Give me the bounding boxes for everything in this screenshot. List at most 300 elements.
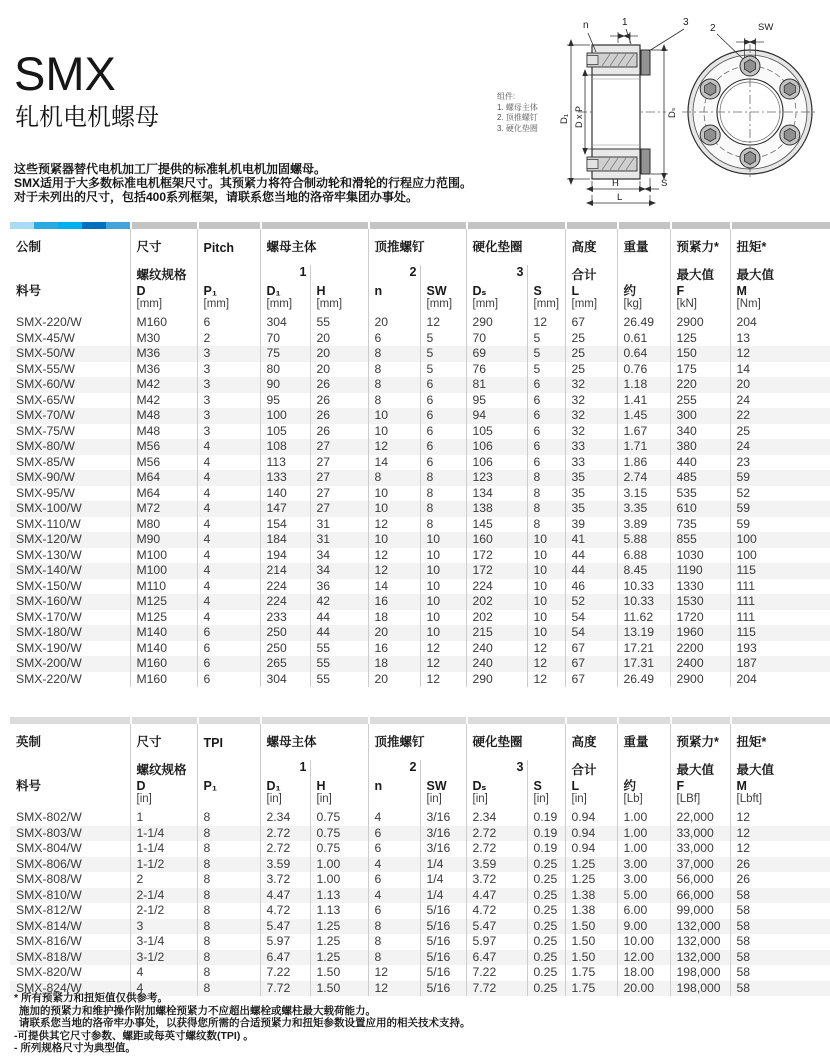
cell: 16 (368, 594, 420, 610)
group-header-cell: 螺母主体 (260, 229, 368, 265)
cell: 2900 (670, 672, 730, 688)
table-row (10, 888, 830, 904)
sub-header-cell: 最大值 (730, 265, 830, 284)
cell: SMX-45/W (16, 330, 75, 345)
cell: 132,000 (670, 950, 730, 966)
sub-header-cell: 3 (466, 760, 527, 779)
cell: 26.49 (617, 315, 670, 331)
cell: SMX-85/W (16, 454, 75, 469)
cell: 0.75 (310, 826, 368, 842)
cell: 95 (466, 393, 527, 409)
label-dxp: D x P (574, 105, 584, 128)
cell: 12 (730, 841, 830, 857)
cell: 17.21 (617, 641, 670, 657)
cell: 0.25 (527, 919, 565, 935)
group-header-cell: 高度 (565, 724, 617, 760)
cell: 0.64 (617, 346, 670, 362)
cell: 1190 (670, 563, 730, 579)
cell: 76 (466, 362, 527, 378)
cell: 12 (368, 439, 420, 455)
cell: 100 (730, 532, 830, 548)
column-header-cell: 约 [kg] (617, 284, 670, 315)
cell: 7.72 (466, 981, 527, 997)
cell: 1/4 (420, 872, 466, 888)
cell: 27 (310, 470, 368, 486)
cell: M110 (130, 579, 197, 595)
group-header-cell: 硬化垫圈 (466, 229, 565, 265)
cell: SMX-804/W (16, 841, 82, 855)
cell: 12 (368, 965, 420, 981)
cell: 3.35 (617, 501, 670, 517)
cell: 95 (260, 393, 310, 409)
cell: 8 (197, 888, 260, 904)
cell: 5.97 (466, 934, 527, 950)
cell: 33,000 (670, 841, 730, 857)
brand-bar-cell (10, 222, 130, 229)
group-header-row (10, 229, 830, 265)
cell: 6 (197, 656, 260, 672)
cell: 5/16 (420, 934, 466, 950)
cell: 1.00 (617, 810, 670, 826)
group-header-cell: TPI (197, 724, 260, 760)
cell: 26 (730, 872, 830, 888)
cell: 4.72 (260, 903, 310, 919)
cell: M80 (130, 517, 197, 533)
cell: 7.22 (260, 965, 310, 981)
cell: 58 (730, 965, 830, 981)
cell: 8 (368, 393, 420, 409)
cell: 33 (565, 439, 617, 455)
sub-header-cell: 螺纹规格 (130, 760, 197, 779)
cell: SMX-60/W (16, 377, 75, 391)
cell: 5/16 (420, 950, 466, 966)
table-row (10, 362, 830, 378)
cell: M160 (130, 672, 197, 688)
cell: 198,000 (670, 965, 730, 981)
technical-drawing (488, 12, 830, 214)
cell: 32 (565, 408, 617, 424)
cell: M100 (130, 563, 197, 579)
cell: 4.47 (260, 888, 310, 904)
cell: 8 (368, 346, 420, 362)
cell: 6.47 (260, 950, 310, 966)
cell: 304 (260, 315, 310, 331)
cell: 54 (565, 610, 617, 626)
cell: SMX-70/W (16, 408, 75, 422)
cell: 5.47 (260, 919, 310, 935)
cell: 8 (527, 486, 565, 502)
cell: 6 (527, 439, 565, 455)
group-header-cell: 扭矩* (730, 229, 830, 265)
cell: SMX-90/W (16, 470, 75, 484)
cell: 115 (730, 625, 830, 641)
cell: 81 (466, 377, 527, 393)
cell: 4 (197, 548, 260, 564)
cell: 80 (260, 362, 310, 378)
table-row (10, 315, 830, 331)
cell: 55 (310, 315, 368, 331)
cell: 94 (466, 408, 527, 424)
page-title: SMX (14, 47, 116, 100)
cell: 111 (730, 610, 830, 626)
cell: 23 (730, 455, 830, 471)
cell: 106 (466, 439, 527, 455)
cell: 1960 (670, 625, 730, 641)
column-header-cell: 料号 (16, 779, 42, 793)
sub-header-cell (10, 265, 130, 284)
cell: 1.00 (310, 872, 368, 888)
cell: 2200 (670, 641, 730, 657)
cell: 34 (310, 548, 368, 564)
cell: 202 (466, 610, 527, 626)
cell: 44 (565, 548, 617, 564)
cell: 5 (420, 362, 466, 378)
brand-bar-cell (130, 222, 197, 229)
cell: 6 (368, 331, 420, 347)
cell: 3/16 (420, 810, 466, 826)
group-header-cell: 高度 (565, 229, 617, 265)
cell: 59 (730, 517, 830, 533)
cell: 27 (310, 501, 368, 517)
cell: 6 (527, 393, 565, 409)
cell: 8 (197, 841, 260, 857)
cell: 111 (730, 579, 830, 595)
sub-header-cell: 螺纹规格 (130, 265, 197, 284)
cell: 44 (310, 610, 368, 626)
cell: M160 (130, 315, 197, 331)
group-header-cell: 尺寸 (130, 229, 197, 265)
cell: 150 (670, 346, 730, 362)
cell: 35 (565, 501, 617, 517)
cell: 8 (197, 857, 260, 873)
cell: 6 (368, 872, 420, 888)
cell: 10 (527, 532, 565, 548)
cell: 6 (527, 424, 565, 440)
cell: 12 (730, 826, 830, 842)
legend-item: 3. 硬化垫圈 (497, 123, 538, 133)
cell: 8 (368, 377, 420, 393)
cell: 7.22 (466, 965, 527, 981)
cell: 175 (670, 362, 730, 378)
sub-header-cell (197, 265, 260, 284)
cell: 27 (310, 486, 368, 502)
cell: 10 (420, 594, 466, 610)
cell: 1.25 (565, 857, 617, 873)
cell: 10 (527, 594, 565, 610)
cell: M140 (130, 625, 197, 641)
cell: 67 (565, 315, 617, 331)
cell: 12 (368, 517, 420, 533)
cell: 0.19 (527, 826, 565, 842)
cell: SMX-95/W (16, 485, 75, 500)
cell: 138 (466, 501, 527, 517)
brand-bar-cell (466, 222, 565, 229)
cell: 340 (670, 424, 730, 440)
table-row (10, 393, 830, 409)
cell: 32 (565, 393, 617, 409)
cell: 10 (527, 625, 565, 641)
cell: 5.00 (617, 888, 670, 904)
cell: 3.72 (466, 872, 527, 888)
cell: 27 (310, 439, 368, 455)
cell: 8 (420, 517, 466, 533)
column-header-cell: S [in] (527, 779, 565, 810)
cell: 13 (730, 331, 830, 347)
cell: 3 (130, 919, 197, 935)
label-d1: D₁ (559, 113, 570, 124)
cell: 37,000 (670, 857, 730, 873)
cell: 5/16 (420, 903, 466, 919)
cell: 10 (368, 532, 420, 548)
cell: 1330 (670, 579, 730, 595)
column-header-cell: SW [in] (420, 779, 466, 810)
cell: 4 (197, 579, 260, 595)
cell: 3/16 (420, 826, 466, 842)
cell: SMX-220/W (16, 315, 82, 329)
cell: 14 (730, 362, 830, 378)
cell: 10 (420, 625, 466, 641)
cell: 6 (527, 408, 565, 424)
cell: 1.50 (565, 934, 617, 950)
cell: 3.59 (466, 857, 527, 873)
cell: SMX-100/W (16, 501, 82, 515)
cell: 12 (527, 656, 565, 672)
cell: 1-1/4 (130, 841, 197, 857)
group-header-cell: 预紧力* (670, 724, 730, 760)
cell: 1.67 (617, 424, 670, 440)
cell: SMX-110/W (16, 516, 81, 531)
cell: 4 (368, 810, 420, 826)
sub-header-row (10, 265, 830, 284)
column-header-cell: L [mm] (565, 284, 617, 315)
cell: 2.72 (260, 841, 310, 857)
cell: 5 (527, 362, 565, 378)
cell: 3-1/2 (130, 950, 197, 966)
cell: 6.00 (617, 903, 670, 919)
label-1: 1 (622, 17, 628, 28)
cell: SMX-80/W (16, 439, 75, 453)
cell: 6 (197, 315, 260, 331)
cell: 240 (466, 656, 527, 672)
cell: 215 (466, 625, 527, 641)
cell: 1.71 (617, 439, 670, 455)
cell: 4 (130, 981, 197, 997)
cell: 0.94 (565, 810, 617, 826)
cell: 31 (310, 517, 368, 533)
cell: 4 (130, 965, 197, 981)
cell: M48 (130, 424, 197, 440)
cell: 44 (310, 625, 368, 641)
cell: 105 (466, 424, 527, 440)
cell: 1.38 (565, 903, 617, 919)
cell: 4 (197, 455, 260, 471)
cell: SMX-814/W (16, 918, 82, 933)
column-header-cell: D₁ [mm] (260, 284, 310, 315)
group-header-cell: 顶推螺钉 (368, 229, 466, 265)
brand-bar-row (10, 717, 830, 724)
cell: 20 (730, 377, 830, 393)
cell: 35 (565, 470, 617, 486)
cell: 67 (565, 672, 617, 688)
label-l: L (617, 192, 623, 203)
cell: 172 (466, 563, 527, 579)
table-row (10, 950, 830, 966)
cell: 0.25 (527, 950, 565, 966)
group-header-cell: 重量 (617, 724, 670, 760)
cell: M36 (130, 346, 197, 362)
cell: 2 (197, 331, 260, 347)
cell: 18.00 (617, 965, 670, 981)
brand-bar-cell (730, 222, 830, 229)
cell: 8 (197, 919, 260, 935)
cell: 204 (730, 315, 830, 331)
sub-header-cell: 最大值 (670, 265, 730, 284)
cell: 3.15 (617, 486, 670, 502)
sub-header-cell: 2 (368, 265, 420, 284)
cell: 6 (368, 826, 420, 842)
cross-section-view (559, 17, 689, 206)
table-row (10, 672, 830, 688)
table-row (10, 610, 830, 626)
cell: 5.88 (617, 532, 670, 548)
cell: 0.25 (527, 981, 565, 997)
cell: 194 (260, 548, 310, 564)
cell: 44 (565, 563, 617, 579)
cell: 20 (310, 331, 368, 347)
cell: 1-1/2 (130, 857, 197, 873)
group-header-cell: 预紧力* (670, 229, 730, 265)
cell: 3.89 (617, 517, 670, 533)
sub-header-cell (10, 760, 130, 779)
cell: SMX-75/W (16, 423, 75, 438)
cell: 4.47 (466, 888, 527, 904)
cell: 12 (730, 346, 830, 362)
cell: 41 (565, 532, 617, 548)
group-header-cell: 尺寸 (130, 724, 197, 760)
cell: 290 (466, 672, 527, 688)
cell: 3 (197, 362, 260, 378)
brand-bar-cell (10, 717, 130, 724)
cell: 24 (730, 439, 830, 455)
cell: 2.34 (260, 810, 310, 826)
cell: 5/16 (420, 919, 466, 935)
cell: 5 (420, 331, 466, 347)
footnote-line: -可提供其它尺寸参数、螺距或每英寸螺纹数(TPI) 。 (14, 1029, 254, 1042)
sub-header-cell (617, 760, 670, 779)
cell: 8 (197, 950, 260, 966)
cell: 1.75 (565, 965, 617, 981)
cell: 1.25 (310, 950, 368, 966)
cell: 380 (670, 439, 730, 455)
table-row (10, 872, 830, 888)
cell: 255 (670, 393, 730, 409)
table-row (10, 579, 830, 595)
cell: 31 (310, 532, 368, 548)
cell: 4 (197, 610, 260, 626)
table-row (10, 331, 830, 347)
cell: 32 (565, 377, 617, 393)
cell: 133 (260, 470, 310, 486)
cell: 8 (527, 501, 565, 517)
imperial-table (10, 717, 830, 996)
cell: 90 (260, 377, 310, 393)
brand-bar-cell (565, 717, 617, 724)
cell: 55 (310, 641, 368, 657)
cell: SMX-55/W (16, 361, 75, 376)
brand-bar-cell (670, 717, 730, 724)
group-header-cell: 英制 (16, 735, 42, 749)
cell: 3.00 (617, 872, 670, 888)
cell: 4 (197, 594, 260, 610)
sub-header-cell: 1 (260, 265, 310, 284)
cell: 300 (670, 408, 730, 424)
table-row (10, 439, 830, 455)
table-row (10, 625, 830, 641)
table-row (10, 903, 830, 919)
symbol-header-row (10, 284, 830, 315)
column-header-cell: D [in] (130, 779, 197, 810)
cell: 9.00 (617, 919, 670, 935)
cell: 20 (310, 362, 368, 378)
cell: 4.72 (466, 903, 527, 919)
cell: 0.25 (527, 888, 565, 904)
cell: 10 (527, 579, 565, 595)
cell: 99,000 (670, 903, 730, 919)
cell: 8 (368, 934, 420, 950)
cell: 8 (197, 981, 260, 997)
cell: 18 (368, 656, 420, 672)
cell: 1030 (670, 548, 730, 564)
cell: 4 (368, 857, 420, 873)
cell: 67 (565, 641, 617, 657)
cell: 5/16 (420, 981, 466, 997)
cell: 6.47 (466, 950, 527, 966)
cell: 1.13 (310, 903, 368, 919)
group-header-row (10, 724, 830, 760)
column-header-cell: F [LBf] (670, 779, 730, 810)
group-header-cell: 扭矩* (730, 724, 830, 760)
cell: 1.25 (565, 872, 617, 888)
cell: 290 (466, 315, 527, 331)
brand-bar-cell (565, 222, 617, 229)
cell: 13.19 (617, 625, 670, 641)
cell: SMX-65/W (16, 392, 75, 407)
cell: 111 (730, 594, 830, 610)
cell: 58 (730, 888, 830, 904)
cell: 12.00 (617, 950, 670, 966)
cell: 106 (466, 455, 527, 471)
cell: 2900 (670, 315, 730, 331)
sub-header-cell (617, 265, 670, 284)
cell: 0.61 (617, 331, 670, 347)
cell: 6 (420, 424, 466, 440)
cell: 27 (310, 455, 368, 471)
cell: 52 (565, 594, 617, 610)
footnote-line: 施加的预紧力和维护操作附加螺栓预紧力不应超出螺栓或螺柱最大载荷能力。 (19, 1004, 376, 1017)
metric-table-section (10, 222, 830, 687)
cell: 147 (260, 501, 310, 517)
brand-bar-cell (368, 717, 466, 724)
cell: 8 (368, 470, 420, 486)
sub-header-cell (527, 265, 565, 284)
cell: 58 (730, 903, 830, 919)
cell: M72 (130, 501, 197, 517)
table-row (10, 594, 830, 610)
cell: 58 (730, 981, 830, 997)
column-header-cell: P₁ [mm] (197, 284, 260, 315)
cell: 160 (466, 532, 527, 548)
table-row (10, 408, 830, 424)
